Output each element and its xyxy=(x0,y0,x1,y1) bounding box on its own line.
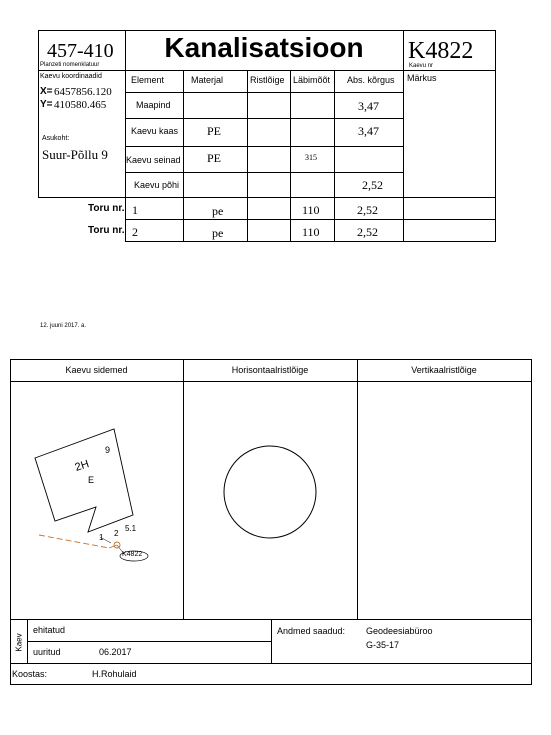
horizontal-section xyxy=(184,382,357,619)
document-date: 12. juuni 2017. a. xyxy=(40,323,87,329)
built-label: ehitatud xyxy=(33,625,66,635)
sheet-number: 457-410 xyxy=(47,40,114,62)
sketch-label-1: 1 xyxy=(99,533,104,542)
col-horizontal-header: Horisontaalristlõige xyxy=(231,365,309,375)
well-number: K4822 xyxy=(408,38,474,64)
sketch-label-51: 5.1 xyxy=(125,524,137,533)
col-header-abs: Abs. kõrgus xyxy=(347,75,395,85)
pipe-label: Toru nr. xyxy=(88,225,125,236)
coords-label: Kaevu koordinaadid xyxy=(40,73,102,80)
pipe-abs: 2,52 xyxy=(357,225,378,239)
col-header-note: Märkus xyxy=(407,73,437,83)
pipe-material: pe xyxy=(212,204,224,218)
compiled-label: Koostas: xyxy=(12,669,48,679)
sketch-label-h: 2H xyxy=(73,458,91,474)
pipe-diameter: 110 xyxy=(302,225,320,239)
pipe-abs: 2,52 xyxy=(357,203,378,217)
sketch-label-2: 2 xyxy=(114,529,119,538)
connections-sketch xyxy=(11,382,183,619)
compiled-value: H.Rohulaid xyxy=(92,669,137,679)
col-header-section: Ristlõige xyxy=(250,75,285,85)
pipe-nr: 2 xyxy=(132,225,138,239)
sketch-tag: K4822 xyxy=(122,551,143,558)
sheet-caption: Planzeti nomenklatuur xyxy=(40,62,100,68)
row-abs: 3,47 xyxy=(358,99,379,113)
y-label: Y= xyxy=(40,99,53,110)
row-element: Kaevu kaas xyxy=(131,126,179,136)
surveyed-label: uuritud xyxy=(33,647,61,657)
col-header-material: Materjal xyxy=(191,75,224,85)
row-material: PE xyxy=(207,151,222,165)
x-value: 6457856.120 xyxy=(54,86,112,98)
col-connections-header: Kaevu sidemed xyxy=(65,365,128,375)
page-title: Kanalisatsioon xyxy=(164,32,364,63)
sketch-label-e: E xyxy=(88,475,95,485)
col-header-element: Element xyxy=(131,75,165,85)
row-diameter: 315 xyxy=(305,153,317,162)
building-outline xyxy=(35,429,133,532)
x-label: X= xyxy=(40,86,53,97)
col-vertical-header: Vertikaalristlõige xyxy=(411,365,477,375)
address-label: Asukoht: xyxy=(42,135,70,142)
surveyed-date: 06.2017 xyxy=(99,647,132,657)
y-value: 410580.465 xyxy=(54,99,107,111)
row-abs: 2,52 xyxy=(362,178,383,192)
pipe-label: Toru nr. xyxy=(88,203,125,214)
row-material: PE xyxy=(207,124,222,138)
source-value: Geodeesiabüroo xyxy=(366,626,433,636)
side-label: Kaev xyxy=(14,633,24,652)
row-element: Maapind xyxy=(136,100,171,110)
source-code: G-35-17 xyxy=(366,640,400,650)
pipe-material: pe xyxy=(212,226,224,240)
row-element: Kaevu põhi xyxy=(134,180,180,190)
row-abs: 3,47 xyxy=(358,124,379,138)
row-element: Kaevu seinad xyxy=(126,155,181,165)
pipe-diameter: 110 xyxy=(302,203,320,217)
sketch-label-9: 9 xyxy=(105,445,111,455)
pipe-nr: 1 xyxy=(132,203,138,217)
address-value: Suur-Põllu 9 xyxy=(42,147,108,162)
col-header-diameter: Läbimõõt xyxy=(293,75,331,85)
well-caption: Kaevu nr xyxy=(409,63,434,69)
well-circle xyxy=(224,446,316,538)
source-label: Andmed saadud: xyxy=(277,626,346,636)
